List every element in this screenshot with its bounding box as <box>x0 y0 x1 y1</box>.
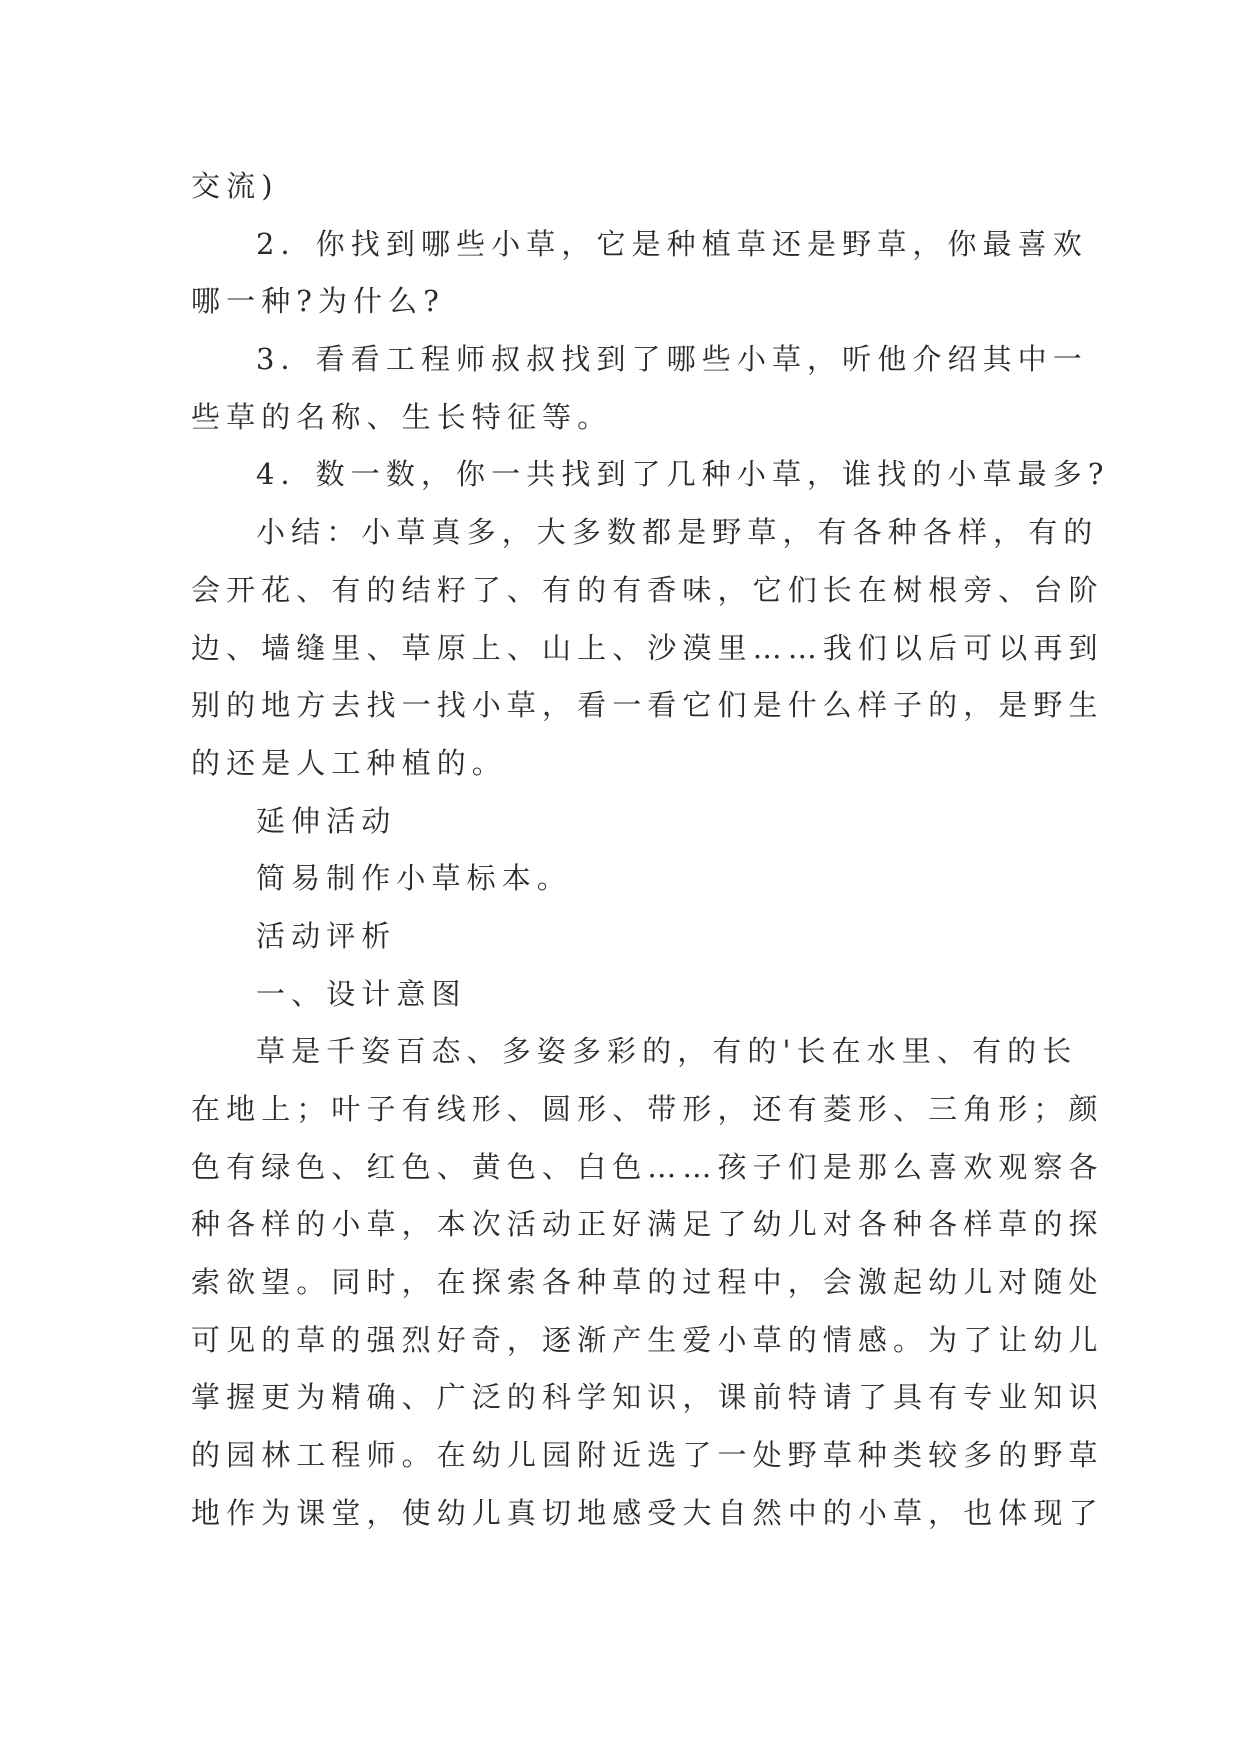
text-line: 简易制作小草标本。 <box>256 861 572 896</box>
text-line: 掌握更为精确、广泛的科学知识，课前特请了具有专业知识 <box>191 1380 1104 1415</box>
text-line: 在地上；叶子有线形、圆形、带形，还有菱形、三角形；颜 <box>191 1092 1104 1126</box>
text-line: 会开花、有的结籽了、有的有香味，它们长在树根旁、台阶 <box>191 572 1104 607</box>
text-line: 可见的草的强烈好奇，逐渐产生爱小草的情感。为了让幼儿 <box>191 1322 1104 1357</box>
text-line: 2．你找到哪些小草，它是种植草还是野草，你最喜欢 <box>256 226 1088 261</box>
body-text <box>191 158 1110 1543</box>
section-heading: 一、设计意图 <box>256 976 467 1011</box>
text-line: 别的地方去找一找小草，看一看它们是什么样子的，是野生 <box>191 688 1104 723</box>
text-line: 些草的名称、生长特征等。 <box>191 399 613 434</box>
text-line: 色有绿色、红色、黄色、白色……孩子们是那么喜欢观察各 <box>191 1149 1104 1184</box>
text-line: 草是千姿百态、多姿多彩的，有的'长在水里、有的长 <box>256 1034 1078 1069</box>
text-line: 哪一种?为什么? <box>191 284 445 319</box>
section-heading: 活动评析 <box>256 918 397 953</box>
text-line: 交流) <box>191 169 279 203</box>
text-line: 地作为课堂，使幼儿真切地感受大自然中的小草，也体现了 <box>191 1495 1104 1530</box>
text-line: 4．数一数，你一共找到了几种小草，谁找的小草最多? <box>256 457 1110 492</box>
text-line: 边、墙缝里、草原上、山上、沙漠里……我们以后可以再到 <box>191 630 1104 665</box>
text-line: 3．看看工程师叔叔找到了哪些小草，听他介绍其中一 <box>256 342 1088 377</box>
section-heading: 延伸活动 <box>256 803 397 838</box>
text-line: 种各样的小草，本次活动正好满足了幼儿对各种各样草的探 <box>191 1207 1104 1242</box>
text-line: 的园林工程师。在幼儿园附近选了一处野草种类较多的野草 <box>191 1438 1104 1473</box>
text-line: 小结：小草真多，大多数都是野草，有各种各样，有的 <box>256 515 1099 550</box>
text-line: 索欲望。同时，在探索各种草的过程中，会激起幼儿对随处 <box>191 1265 1104 1300</box>
text-line: 的还是人工种植的。 <box>191 745 507 780</box>
